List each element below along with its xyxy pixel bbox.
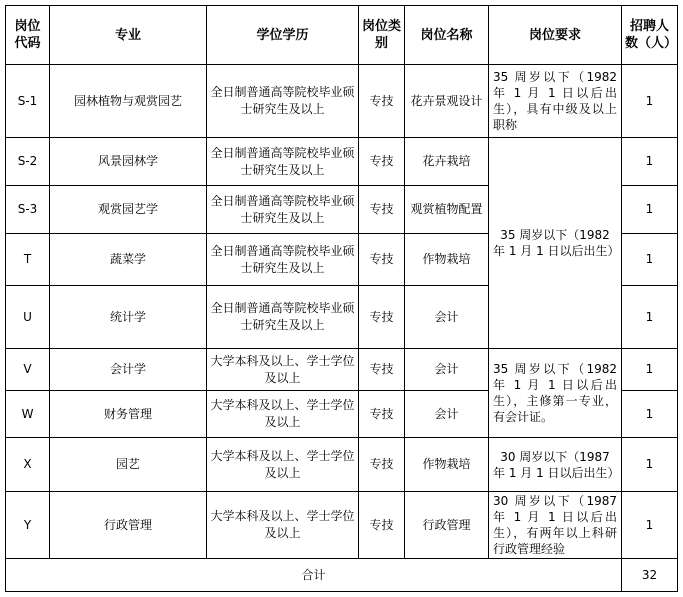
cell-degree: 大学本科及以上、学士学位及以上 [207, 391, 359, 438]
cell-name: 会计 [405, 349, 489, 391]
cell-requirement: 30 周岁以下（1987 年 1 月 1 日以后出生） [489, 438, 622, 492]
cell-category: 专技 [359, 349, 405, 391]
cell-name: 花卉栽培 [405, 138, 489, 186]
cell-name: 作物栽培 [405, 438, 489, 492]
cell-count: 1 [622, 391, 678, 438]
cell-category: 专技 [359, 65, 405, 138]
table-row [6, 349, 678, 391]
cell-degree: 全日制普通高等院校毕业硕士研究生及以上 [207, 186, 359, 234]
cell-degree: 大学本科及以上、学士学位及以上 [207, 438, 359, 492]
cell-count: 1 [622, 286, 678, 349]
cell-name: 观赏植物配置 [405, 186, 489, 234]
cell-count: 1 [622, 349, 678, 391]
cell-code: V [6, 349, 50, 391]
cell-requirement: 30 周岁以下（1987 年 1 月 1 日以后出生），有两年以上科研行政管理经验 [489, 492, 622, 559]
cell-category: 专技 [359, 492, 405, 559]
cell-category: 专技 [359, 286, 405, 349]
cell-degree: 全日制普通高等院校毕业硕士研究生及以上 [207, 65, 359, 138]
total-label: 合计 [6, 559, 622, 592]
cell-name: 行政管理 [405, 492, 489, 559]
header-count: 招聘人数（人） [622, 6, 678, 65]
cell-major: 观赏园艺学 [50, 186, 207, 234]
cell-count: 1 [622, 65, 678, 138]
cell-count: 1 [622, 438, 678, 492]
cell-major: 财务管理 [50, 391, 207, 438]
cell-degree: 大学本科及以上、学士学位及以上 [207, 492, 359, 559]
cell-count: 1 [622, 186, 678, 234]
cell-count: 1 [622, 138, 678, 186]
cell-code: S-3 [6, 186, 50, 234]
cell-count: 1 [622, 234, 678, 286]
table-row [6, 438, 678, 492]
table-row [6, 65, 678, 138]
cell-name: 作物栽培 [405, 234, 489, 286]
cell-requirement: 35 周岁以下（1982 年 1 月 1 日以后出生） [489, 138, 622, 349]
cell-category: 专技 [359, 438, 405, 492]
header-name: 岗位名称 [405, 6, 489, 65]
cell-count: 1 [622, 492, 678, 559]
cell-category: 专技 [359, 186, 405, 234]
cell-major: 行政管理 [50, 492, 207, 559]
header-requirement: 岗位要求 [489, 6, 622, 65]
cell-degree: 全日制普通高等院校毕业硕士研究生及以上 [207, 138, 359, 186]
cell-code: W [6, 391, 50, 438]
table-row [6, 492, 678, 559]
header-row [6, 6, 678, 65]
header-major: 专业 [50, 6, 207, 65]
cell-code: X [6, 438, 50, 492]
cell-major: 园艺 [50, 438, 207, 492]
table-row [6, 138, 678, 186]
header-code: 岗位代码 [6, 6, 50, 65]
cell-major: 园林植物与观赏园艺 [50, 65, 207, 138]
cell-category: 专技 [359, 138, 405, 186]
cell-major: 风景园林学 [50, 138, 207, 186]
cell-code: U [6, 286, 50, 349]
header-degree: 学位学历 [207, 6, 359, 65]
cell-code: S-2 [6, 138, 50, 186]
cell-code: S-1 [6, 65, 50, 138]
cell-code: Y [6, 492, 50, 559]
header-category: 岗位类别 [359, 6, 405, 65]
cell-major: 会计学 [50, 349, 207, 391]
recruitment-table [5, 5, 678, 592]
cell-requirement: 35 周岁以下（1982 年 1 月 1 日以后出生），主修第一专业，有会计证。 [489, 349, 622, 438]
cell-name: 会计 [405, 391, 489, 438]
cell-major: 蔬菜学 [50, 234, 207, 286]
cell-name: 会计 [405, 286, 489, 349]
cell-requirement: 35 周岁以下（1982 年 1 月 1 日以后出生），具有中级及以上职称 [489, 65, 622, 138]
cell-category: 专技 [359, 391, 405, 438]
cell-major: 统计学 [50, 286, 207, 349]
cell-code: T [6, 234, 50, 286]
cell-name: 花卉景观设计 [405, 65, 489, 138]
cell-degree: 大学本科及以上、学士学位及以上 [207, 349, 359, 391]
cell-category: 专技 [359, 234, 405, 286]
total-row [6, 559, 678, 592]
cell-degree: 全日制普通高等院校毕业硕士研究生及以上 [207, 286, 359, 349]
total-value: 32 [622, 559, 678, 592]
cell-degree: 全日制普通高等院校毕业硕士研究生及以上 [207, 234, 359, 286]
